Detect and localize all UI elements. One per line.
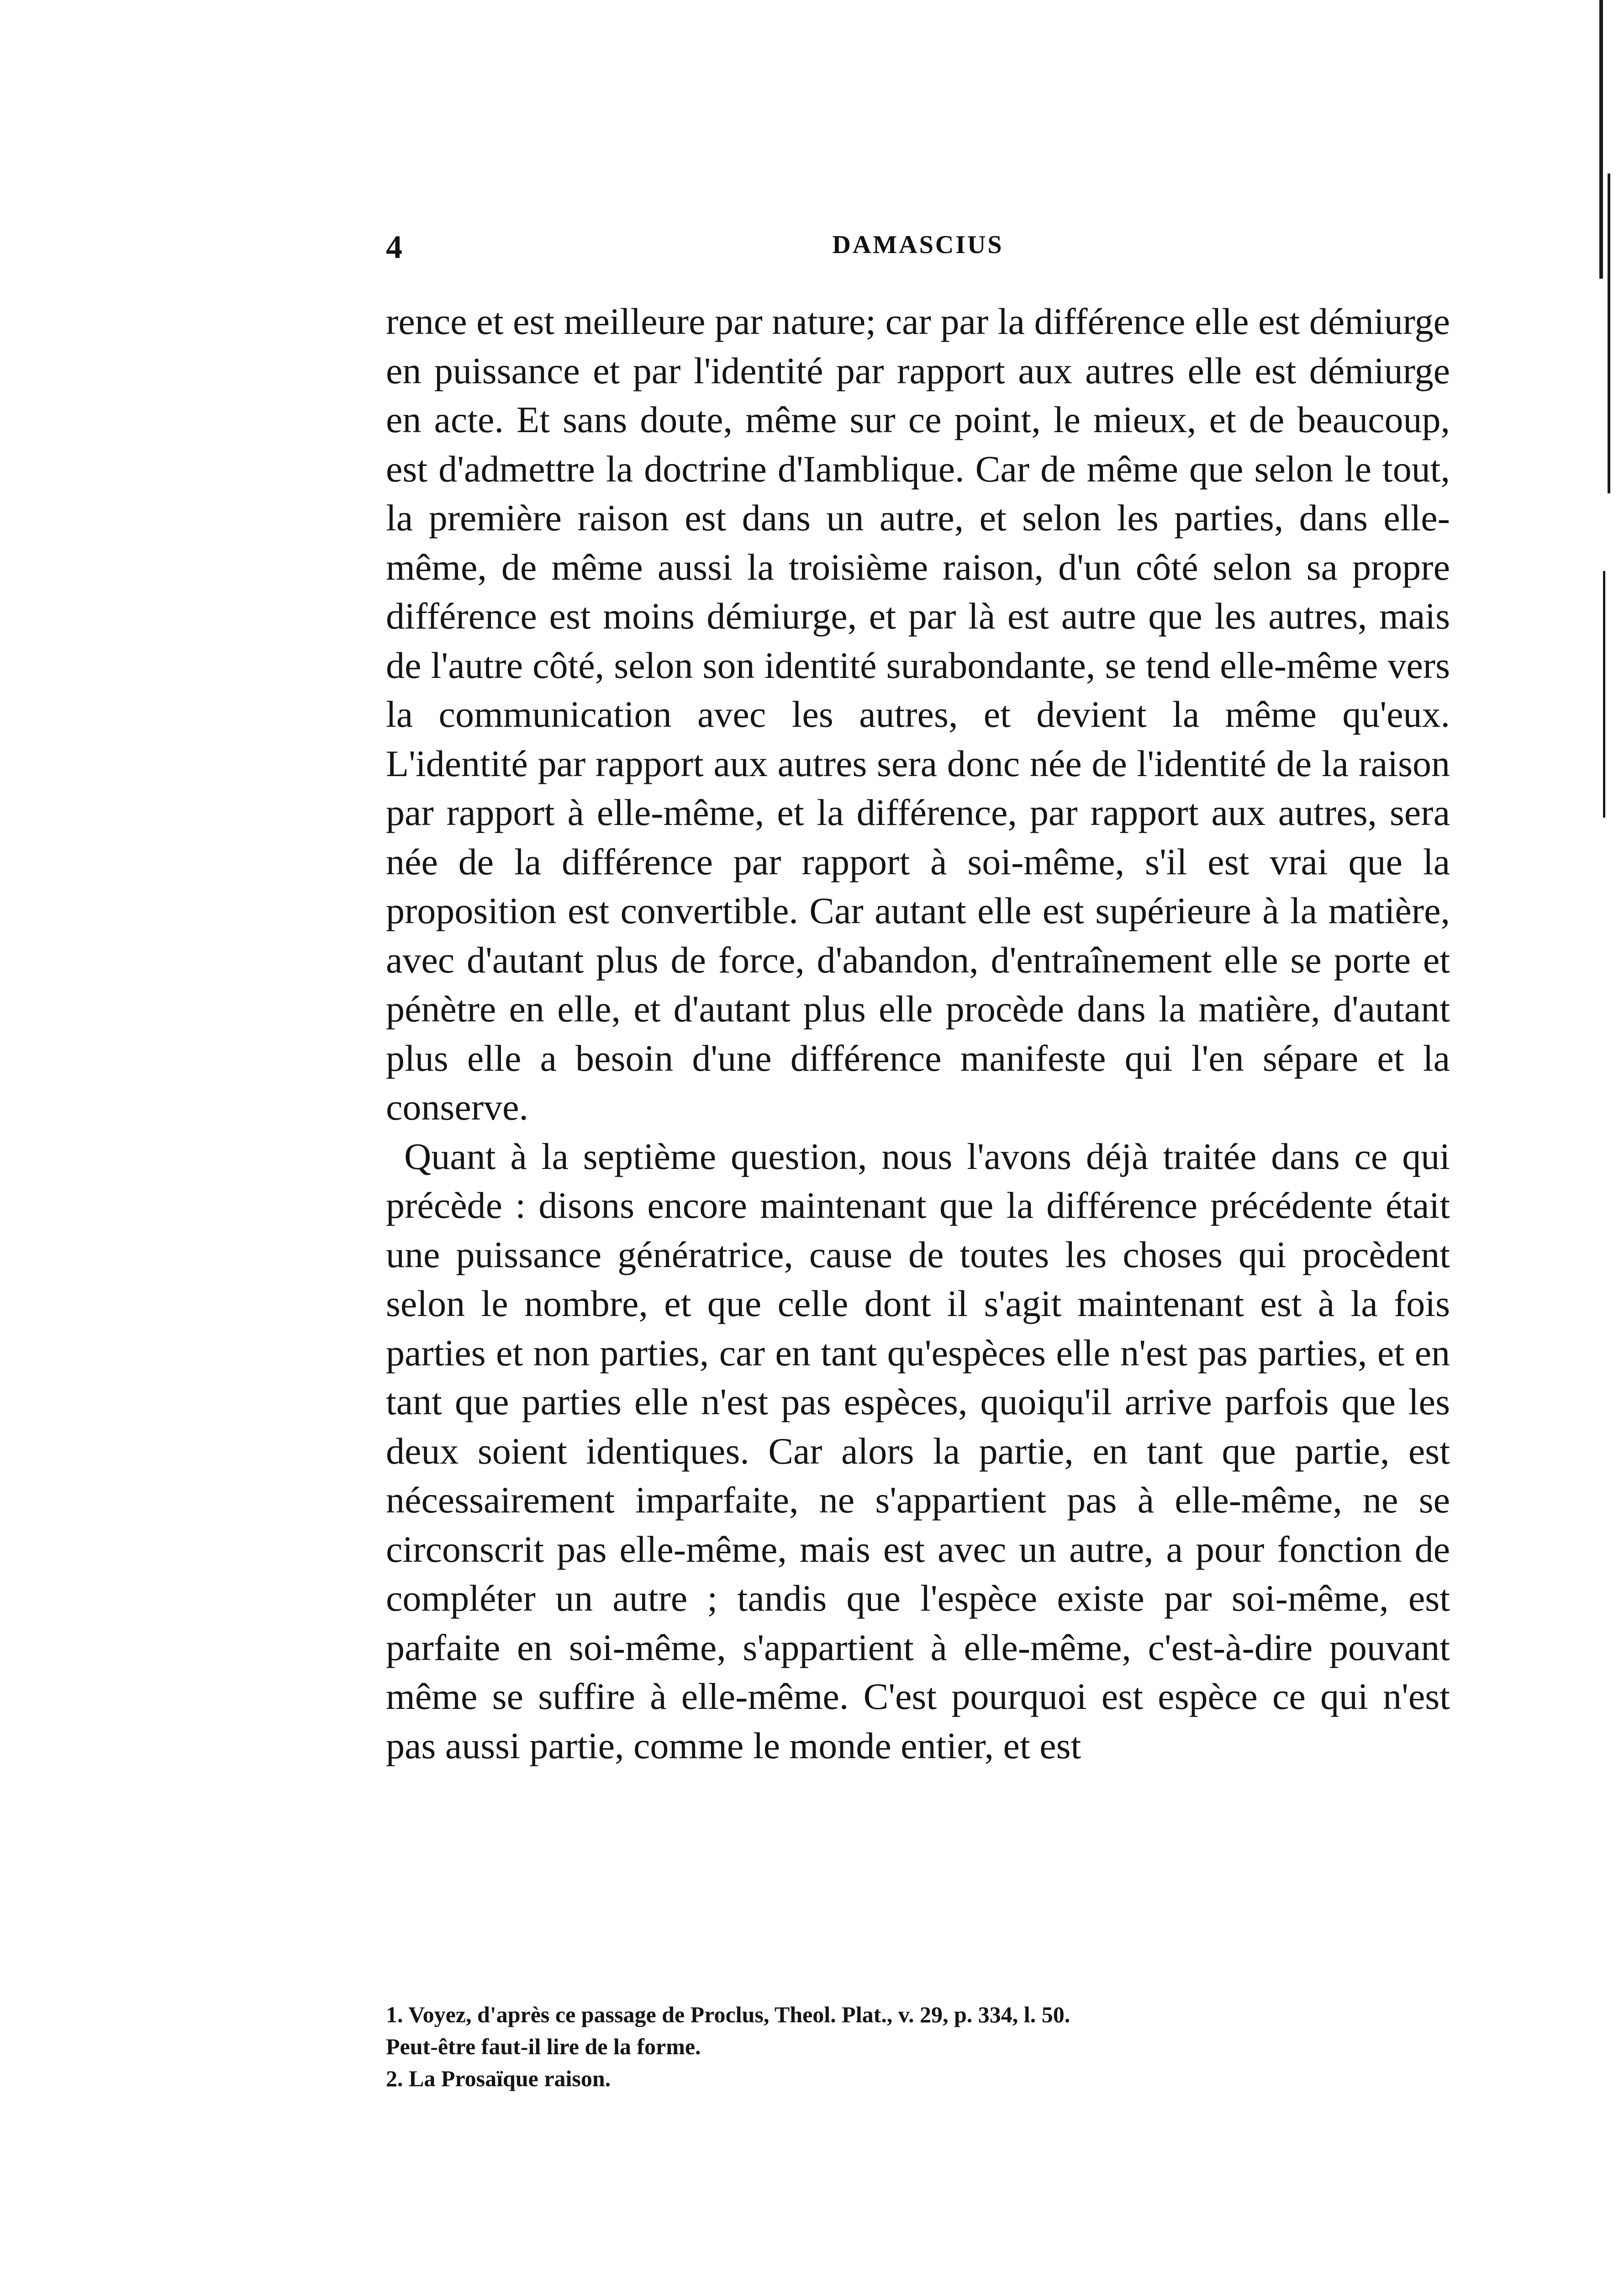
- running-title: DAMASCIUS: [832, 231, 1004, 259]
- page-edge-shadow: [1608, 174, 1610, 493]
- page-edge-shadow: [1599, 0, 1603, 279]
- footnotes: [386, 1998, 1450, 2094]
- paragraph: Quant à la septième question, nous l'avons déjà traitée dans ce qui précède : disons encore maintenant que la différence précédente était une puissance génératrice, cause de toutes les choses qui procèdent selon le nombre, et que celle dont il s'agit maintenant est à la fois parties et non parties, car en tant qu'espèces elle n'est pas parties, et en tant que parties elle n'est pas espèces, quoiqu'il arrive parfois que les deux soient identiques. Car alors la partie, en tant que partie, est nécessairement imparfaite, ne s'appartient pas à elle-même, ne se circonscrit pas elle-même, mais est avec un autre, a pour fonction de compléter un autre ; tandis que l'espèce existe par soi-même, est parfaite en soi-même, s'appartient à elle-même, c'est-à-dire pouvant même se suffire à elle-même. C'est pourquoi est espèce ce qui n'est pas aussi partie, comme le monde entier, et est: [386, 1135, 1450, 1766]
- body-text: [386, 297, 1450, 1770]
- footnote: Peut-être faut-il lire de la forme.: [386, 2034, 701, 2059]
- page-edge-shadow: [1603, 571, 1605, 818]
- footnote: 2. La Prosaïque raison.: [386, 2066, 611, 2091]
- footnote: 1. Voyez, d'après ce passage de Proclus, Theol. Plat., v. 29, p. 334, l. 50.: [386, 2002, 1070, 2027]
- page-header: [386, 228, 1450, 274]
- page-number: 4: [386, 229, 402, 265]
- paragraph: rence et est meilleure par nature; car par la différence elle est démiurge en puissance et par l'identité par rapport aux autres elle est démiurge en acte. Et sans doute, même sur ce point, le mieux, et de beaucoup, est d'admettre la doctrine d'Iamblique. Car de même que selon le tout, la première raison est dans un autre, et selon les parties, dans elle-même, de même aussi la troisième raison, d'un côté selon sa propre différence est moins démiurge, et par là est autre que les autres, mais de l'autre côté, selon son identité surabondante, se tend elle-même vers la communication avec les autres, et devient la même qu'eux. L'identité par rapport aux autres sera donc née de l'identité de la raison par rapport à elle-même, et la différence, par rapport aux autres, sera née de la différence par rapport à soi-même, s'il est vrai que la proposition est convertible. Car autant elle est supérieure à la matière, avec d'autant plus de force, d'abandon, d'entraînement elle se porte et pénètre en elle, et d'autant plus elle procède dans la matière, d'autant plus elle a besoin d'une différence manifeste qui l'en sépare et la conserve.: [386, 301, 1450, 1128]
